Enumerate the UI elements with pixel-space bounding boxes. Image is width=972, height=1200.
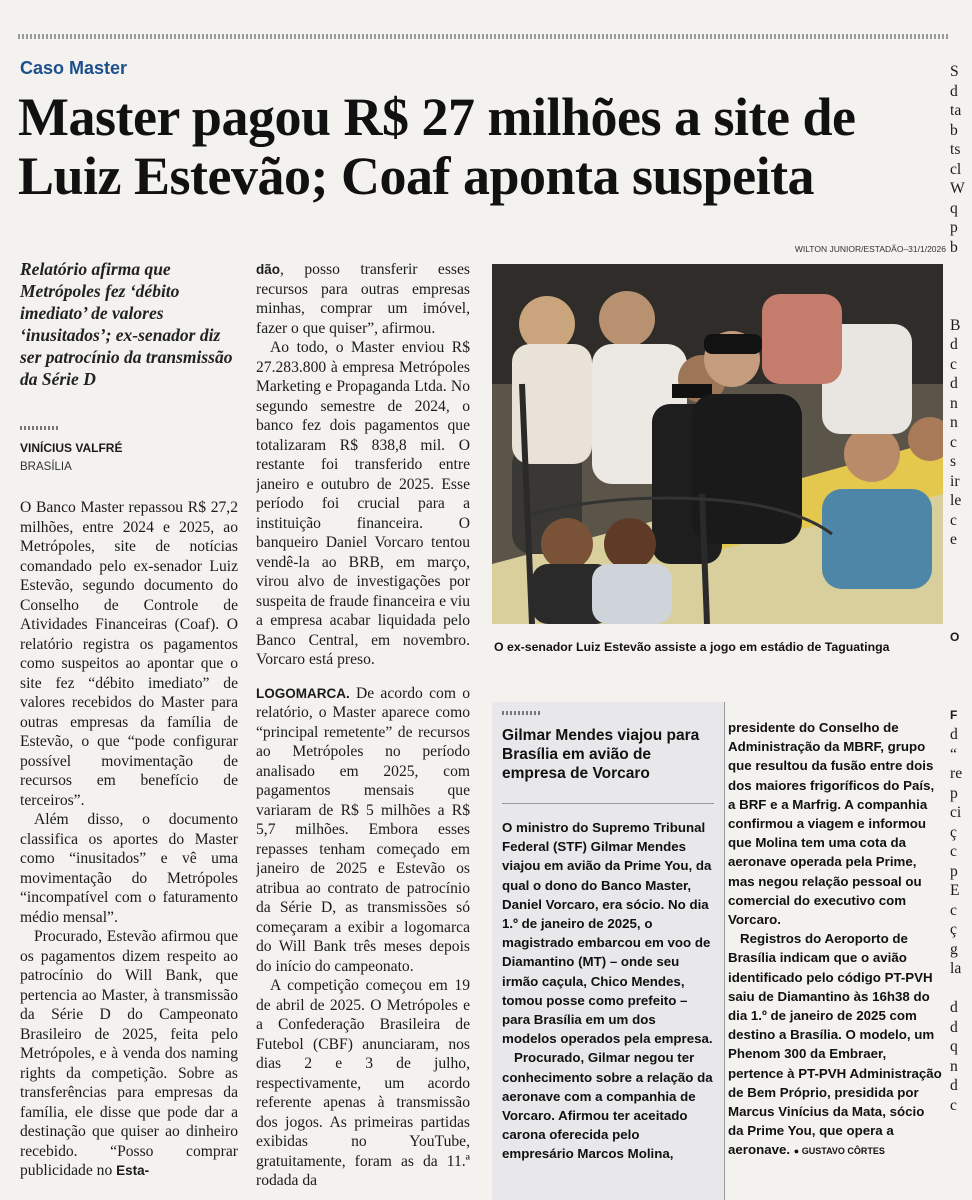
photo-illustration: [492, 264, 943, 624]
strip-line: E: [950, 882, 960, 899]
strip-line: s: [950, 453, 957, 470]
adjacent-article-edge: [950, 0, 972, 1200]
strip-line: p: [950, 784, 958, 802]
strip-line: c: [950, 511, 957, 529]
paragraph: [256, 260, 470, 338]
box-title-rule: [502, 803, 714, 804]
strip-line: [950, 550, 972, 570]
paragraph: Ao todo, o Master enviou R$ 27.283.800 à empresa Metrópoles Marketing e Propaganda Ltda. No segundo semestre de 2024, o banco fez dois pagamentos que totalizaram R$ 838,8 mil. O restante foi transferido entre janeiro e outubro de 2025. Esse período foi crucial para a instituição financeira. O banqueiro Daniel Vorcaro tentou vendê-la ao BRB, em março, virou alvo de investigações por suspeita de fraude financeira e viu a empresa acabar liquidada pelo Banco Central, em novembro. Vorcaro está preso.: [256, 339, 470, 668]
headline: [18, 88, 953, 206]
paragraph-text: Procurado, Estevão afirmou que os pagamentos dizem respeito ao patrocínio do Will Bank, que pertencia ao Master, à transmissão da Série D do Campeonato Brasileiro de 2025, feita pelo Metrópoles, e à venda dos naming rights da competição. Sobre as transferências para empresas da família, ele disse que pode dar a destinação que quiser ao dinheiro recebido. “Posso comprar publicidade no: [20, 928, 238, 1179]
strip-line: d: [950, 1018, 958, 1036]
paragraph: [20, 927, 238, 1181]
paragraph: Além disso, o documento classifica os aportes do Master como “inusitados” e vê uma movimentação do Metrópoles “incompatível com o faturamento médio mensal”.: [20, 811, 238, 926]
strip-line: ts: [950, 141, 961, 158]
strip-line: n: [950, 394, 958, 412]
byline: VINÍCIUS VALFRÉ: [20, 441, 123, 455]
paragraph-text: De acordo com o relatório, o Master aparece como “principal remetente” de recursos ao Metrópoles no período analisado em 2025, com pagamentos mensais que variaram de R$ 5 milhões a R$ 5,7 milhões. Embora esses repasses tenham começado em janeiro de 2025 e Estevão os atribua ao contrato de patrocínio da Série D, as transmissões só começaram a exibir a logomarca do Will Bank três meses depois do início do campeonato.: [256, 684, 470, 975]
strip-line: [950, 277, 972, 297]
strip-line: ir: [950, 472, 960, 490]
box-title: Gilmar Mendes viajou para Brasília em avião de empresa de Vorcaro: [502, 727, 700, 782]
strip-line: [950, 979, 972, 999]
paragraph: [256, 684, 470, 977]
paragraph: O Banco Master repassou R$ 27,2 milhões, entre 2024 e 2025, ao Metrópoles, site de notícias comandado pelo ex-senador Luiz Estevão, segundo documento do Conselho de Controle de Atividades Financeiras (Coaf). O relatório registra os pagamentos como suspeitos ao apontar que o site fez “débito imediato” de valores recebidos do Master para outras empresas da família de Estevão, o que “pode configurar possível movimentação de recursos em benefício de terceiros”.: [20, 499, 238, 809]
box-divider: [502, 711, 542, 715]
article-column-2: [256, 260, 470, 1200]
byline-divider: [20, 426, 60, 430]
strip-line: n: [950, 414, 958, 431]
strip-line: c: [950, 355, 957, 373]
strip-line: d: [950, 999, 958, 1016]
strip-line: le: [950, 492, 962, 509]
strip-line: [950, 569, 972, 589]
strip-line: [950, 257, 972, 277]
subhead-logomarca: LOGOMARCA.: [256, 685, 350, 701]
section-kicker: Caso Master: [20, 58, 128, 78]
paragraph: O ministro do Supremo Tribunal Federal (STF) Gilmar Mendes viajou em avião da Prime You, da qual o dono do Banco Master, Daniel Vorcaro, era sócio. No dia 1.º de janeiro de 2025, o magistrado embarcou em voo de Diamantino (MT) – onde seu irmão caçula, Chico Mendes, tomou posse como prefeito – para Brasília em um dos modelos operados pela empresa.: [502, 820, 713, 1047]
photo-caption: O ex-senador Luiz Estevão assiste a jogo em estádio de Taguatinga: [494, 640, 890, 654]
strip-line: ç: [950, 921, 957, 938]
paragraph-text: , posso transferir esses recursos para outras empresas minhas, comprar um imóvel, fazer o que quiser”, afirmou.: [256, 261, 470, 337]
strip-line: d: [950, 336, 958, 353]
strip-line: “: [950, 745, 957, 763]
author-signature: ● GUSTAVO CÔRTES: [793, 1146, 885, 1157]
strip-line: q: [950, 1038, 958, 1055]
strip-line: la: [950, 960, 962, 977]
strip-line: n: [950, 1057, 958, 1075]
paragraph: [728, 929, 942, 1161]
bold-run: Esta-: [116, 1163, 150, 1178]
column-gutter: [478, 264, 479, 664]
headline-line-1: Master pagou R$ 27 milhões a site de: [18, 87, 856, 147]
strip-line: ç: [950, 823, 957, 841]
strip-line: c: [950, 1096, 957, 1114]
strip-line: ci: [950, 804, 962, 821]
strip-line: [950, 647, 972, 667]
strip-line: cl: [950, 160, 962, 178]
article-deck: Relatório afirma que Metrópoles fez ‘débito imediato’ de valores ‘inusitados’; ex-senador diz ser patrocínio da transmissão da Série D: [20, 259, 233, 389]
strip-line: c: [950, 843, 957, 860]
photo-credit: WILTON JUNIOR/ESTADÃO–31/1/2026: [794, 244, 946, 254]
strip-line: [950, 296, 972, 316]
strip-line: O: [950, 629, 960, 644]
strip-line: c: [950, 433, 957, 451]
article-column-1: [20, 498, 238, 1200]
strip-line: d: [950, 1077, 958, 1094]
strip-line: [950, 667, 972, 687]
strip-line: [950, 589, 972, 609]
strip-line: d: [950, 82, 958, 100]
strip-line: W: [950, 180, 965, 197]
strip-line: [950, 686, 972, 706]
strip-line: p: [950, 219, 958, 236]
top-dotted-rule: [18, 34, 948, 39]
strip-line: d: [950, 375, 958, 392]
strip-line: [950, 608, 972, 628]
signature-text: GUSTAVO CÔRTES: [801, 1146, 885, 1157]
bold-run: dão: [256, 262, 281, 277]
paragraph-text: Registros do Aeroporto de Brasília indicam que o avião identificado pelo código PT-PVH saiu de Diamantino às 16h38 do dia 1.º de janeiro de 2025 com destino a Brasília. O modelo, um Phenom 300 da Embraer, pertence à PT-PVH Administração de Bem Próprio, presidida por Marcus Vinícius da Mata, sócio da Prime You, que opera a aeronave.: [728, 931, 942, 1158]
strip-line: g: [950, 940, 958, 958]
paragraph: Procurado, Gilmar negou ter conhecimento sobre a relação da aeronave com a companhia de Vorcaro. Afirmou ter aceitado carona oferecida pelo empresário Marcos Molina,: [502, 1050, 713, 1162]
strip-line: S: [950, 63, 959, 80]
strip-line: c: [950, 901, 957, 919]
stadium-photo: [492, 264, 943, 624]
box-column-1: [502, 818, 714, 1200]
dateline: BRASÍLIA: [20, 461, 72, 473]
paragraph: A competição começou em 19 de abril de 2025. O Metrópoles e a Confederação Brasileira de Futebol (CBF) anunciaram, nos dias 2 e 3 de julho, respectivamente, um acordo referente apenas à transmissão dos jogos. As primeiras partidas exibidas no YouTube, gratuitamente, foram as da 11.ª rodada da: [256, 977, 470, 1189]
strip-line: d: [950, 726, 958, 743]
strip-line: B: [950, 316, 961, 334]
headline-line-2: Luiz Estevão; Coaf aponta suspeita: [18, 146, 815, 206]
strip-line: re: [950, 765, 963, 782]
box-column-2: [728, 718, 942, 1200]
strip-line: q: [950, 199, 958, 217]
strip-line: F: [950, 707, 958, 722]
strip-line: b: [950, 238, 958, 256]
strip-line: e: [950, 531, 957, 548]
strip-line: p: [950, 862, 958, 880]
strip-line: ta: [950, 102, 962, 119]
strip-line: b: [950, 121, 958, 139]
paragraph: presidente do Conselho de Administração da MBRF, grupo que resultou da fusão entre dois dos maiores frigoríficos do País, a BRF e a Marfrig. A companhia confirmou a viagem e informou que Molina tem uma cota da aeronave operada pela Prime, mas negou relação pessoal ou comercial do executivo com Vorcaro.: [728, 720, 935, 928]
